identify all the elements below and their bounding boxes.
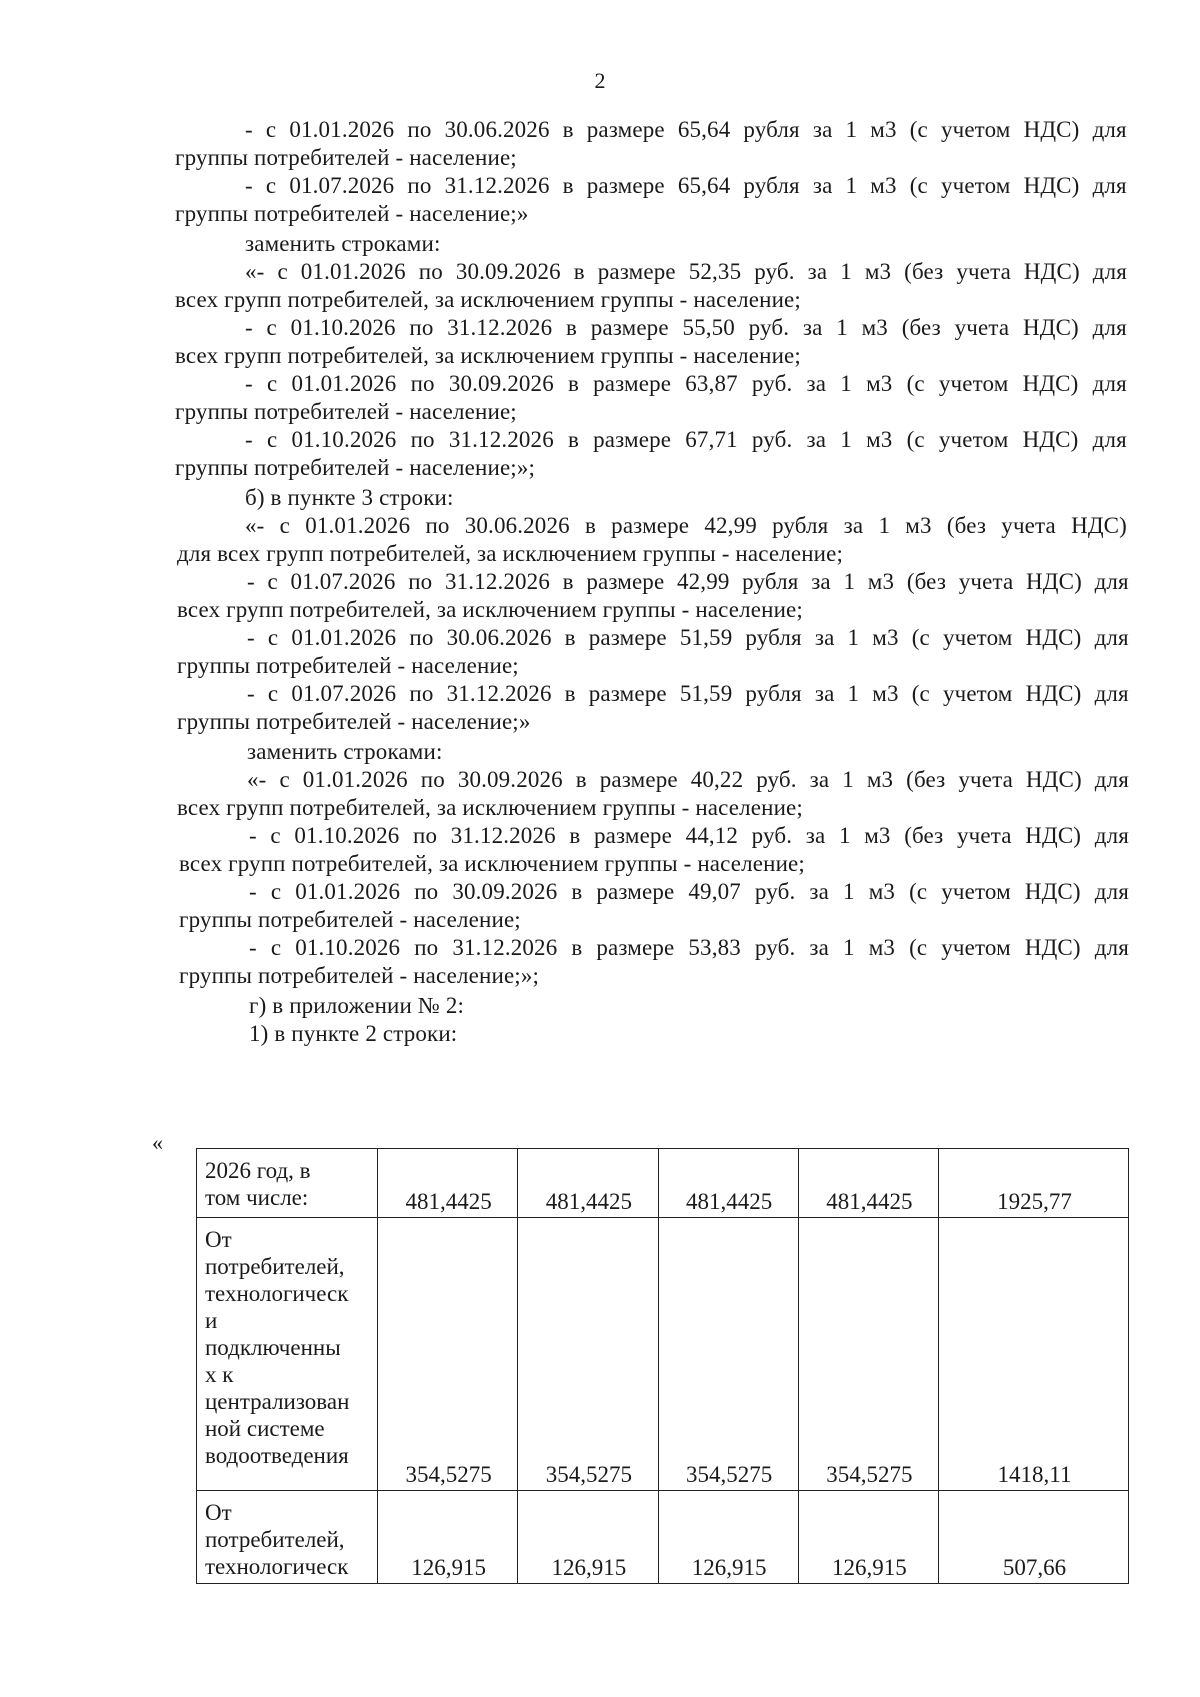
text-line: - с 01.01.2026 по 30.06.2026 в размере 65,64 рубля за 1 м3 (с учетом НДС) для bbox=[245, 117, 1127, 142]
text-line: заменить строками: bbox=[247, 739, 443, 764]
text-line: группы потребителей - население; bbox=[175, 145, 517, 170]
text-line: «- с 01.01.2026 по 30.09.2026 в размере 52,35 руб. за 1 м3 (без учета НДС) для bbox=[245, 259, 1127, 284]
text-line: - с 01.10.2026 по 31.12.2026 в размере 67,71 руб. за 1 м3 (с учетом НДС) для bbox=[245, 427, 1127, 452]
text-line: группы потребителей - население; bbox=[179, 907, 521, 932]
cell-total: 507,66 bbox=[939, 1491, 1129, 1584]
row-label: От потребителей, технологическ и подключенны х к централизован ной системе водоотведения bbox=[197, 1218, 378, 1491]
cell-value: 354,5275 bbox=[658, 1218, 798, 1491]
opening-quote: « bbox=[152, 1130, 163, 1155]
row-label: От потребителей, технологическ bbox=[197, 1491, 378, 1584]
text-line: всех групп потребителей, за исключением группы - население; bbox=[177, 597, 803, 622]
text-line: - с 01.01.2026 по 30.09.2026 в размере 63,87 руб. за 1 м3 (с учетом НДС) для bbox=[245, 371, 1127, 396]
table-row bbox=[197, 1149, 1129, 1218]
text-line: «- с 01.01.2026 по 30.06.2026 в размере 42,99 рубля за 1 м3 (без учета НДС) bbox=[245, 513, 1127, 538]
cell-value: 354,5275 bbox=[378, 1218, 518, 1491]
text-line: группы потребителей - население;» bbox=[177, 709, 531, 734]
text-line: - с 01.10.2026 по 31.12.2026 в размере 55,50 руб. за 1 м3 (без учета НДС) для bbox=[245, 315, 1127, 340]
text-line: группы потребителей - население; bbox=[175, 399, 517, 424]
cell-value: 481,4425 bbox=[798, 1149, 938, 1218]
text-line: группы потребителей - население; bbox=[177, 653, 519, 678]
text-line: группы потребителей - население;» bbox=[175, 201, 529, 226]
text-line: б) в пункте 3 строки: bbox=[245, 485, 454, 510]
text-line: группы потребителей - население;»; bbox=[179, 963, 540, 988]
table-row bbox=[197, 1491, 1129, 1584]
text-line: - с 01.07.2026 по 31.12.2026 в размере 42,99 рубля за 1 м3 (без учета НДС) для bbox=[247, 569, 1129, 594]
cell-value: 354,5275 bbox=[518, 1218, 658, 1491]
cell-value: 126,915 bbox=[518, 1491, 658, 1584]
cell-value: 126,915 bbox=[658, 1491, 798, 1584]
cell-value: 354,5275 bbox=[798, 1218, 938, 1491]
text-line: всех групп потребителей, за исключением группы - население; bbox=[177, 795, 803, 820]
cell-value: 126,915 bbox=[378, 1491, 518, 1584]
text-line: заменить строками: bbox=[245, 231, 441, 256]
text-line: - с 01.10.2026 по 31.12.2026 в размере 53,83 руб. за 1 м3 (с учетом НДС) для bbox=[249, 935, 1129, 960]
page-number: 2 bbox=[594, 68, 606, 93]
text-line: - с 01.10.2026 по 31.12.2026 в размере 44,12 руб. за 1 м3 (без учета НДС) для bbox=[249, 823, 1129, 848]
text-line: группы потребителей - население;»; bbox=[175, 455, 536, 480]
text-line: - с 01.01.2026 по 30.09.2026 в размере 49,07 руб. за 1 м3 (с учетом НДС) для bbox=[249, 879, 1129, 904]
text-line: всех групп потребителей, за исключением группы - население; bbox=[175, 287, 801, 312]
cell-value: 481,4425 bbox=[658, 1149, 798, 1218]
text-line: «- с 01.01.2026 по 30.09.2026 в размере 40,22 руб. за 1 м3 (без учета НДС) для bbox=[247, 767, 1129, 792]
text-line: 1) в пункте 2 строки: bbox=[249, 1021, 458, 1046]
table-row bbox=[197, 1218, 1129, 1491]
cell-value: 481,4425 bbox=[378, 1149, 518, 1218]
text-line: - с 01.07.2026 по 31.12.2026 в размере 51,59 рубля за 1 м3 (с учетом НДС) для bbox=[247, 681, 1129, 706]
text-line: всех групп потребителей, за исключением группы - население; bbox=[175, 343, 801, 368]
text-line: для всех групп потребителей, за исключением группы - население; bbox=[177, 541, 844, 566]
text-line: - с 01.01.2026 по 30.06.2026 в размере 51,59 рубля за 1 м3 (с учетом НДС) для bbox=[247, 625, 1129, 650]
cell-value: 126,915 bbox=[798, 1491, 938, 1584]
text-line: - с 01.07.2026 по 31.12.2026 в размере 65,64 рубля за 1 м3 (с учетом НДС) для bbox=[245, 173, 1127, 198]
tariff-table bbox=[196, 1148, 1129, 1584]
text-line: г) в приложении № 2: bbox=[249, 993, 465, 1018]
cell-value: 481,4425 bbox=[518, 1149, 658, 1218]
cell-total: 1925,77 bbox=[939, 1149, 1129, 1218]
text-line: всех групп потребителей, за исключением группы - население; bbox=[179, 851, 805, 876]
cell-total: 1418,11 bbox=[939, 1218, 1129, 1491]
row-label: 2026 год, в том числе: bbox=[197, 1149, 378, 1218]
